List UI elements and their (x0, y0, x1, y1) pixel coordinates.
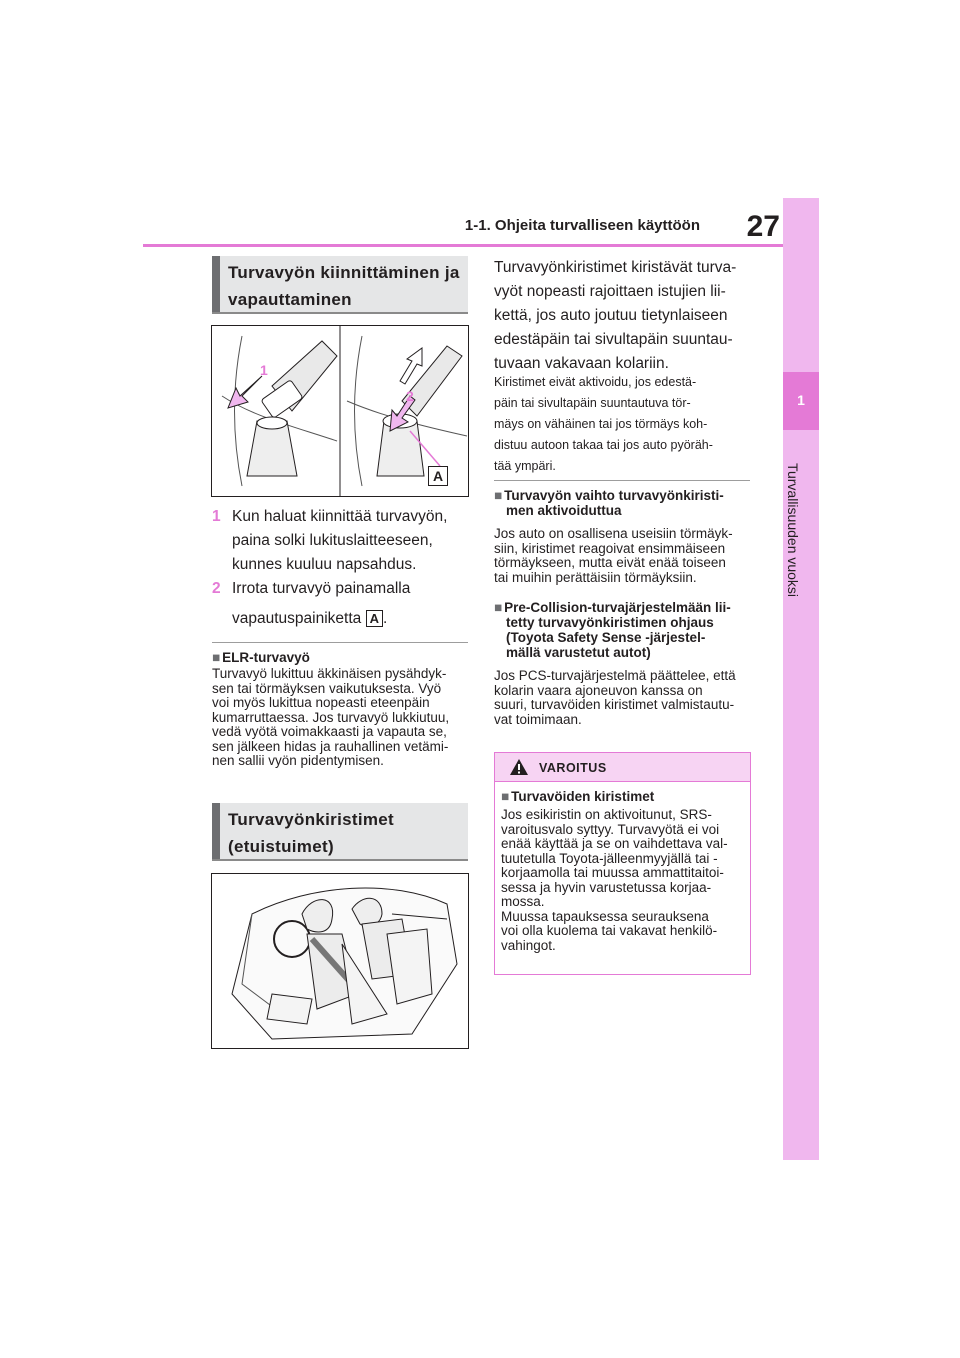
step-number: 1 (212, 508, 221, 525)
text-line: vyöt nopeasti rajoittaen istujien lii- (494, 283, 726, 300)
heading-line: men aktivoiduttua (506, 503, 622, 518)
pretensioner-note (494, 372, 756, 477)
step-line: Kun haluat kiinnittää turvavyön, (232, 508, 448, 525)
text-line: distuu autoon takaa tai jos auto pyöräh- (494, 438, 713, 452)
text-line: voi myös lukittua nopeasti eteenpäin (212, 695, 430, 710)
warning-box (494, 752, 751, 975)
text-line: vat toimimaan. (494, 711, 582, 727)
seatbelt-buckle-illustration (211, 325, 469, 497)
heading-line: Turvavyön kiinnittäminen ja (228, 263, 460, 282)
text-line: nen sallii vyön pidentymisen. (212, 753, 384, 768)
text-line: sen tai törmäyksen vaikutuksesta. Vyö (212, 680, 442, 696)
heading-bar (212, 803, 220, 859)
text-line: Jos PCS-turvajärjestelmä päättelee, että (494, 668, 736, 683)
car-interior-diagram (212, 874, 468, 1048)
text-line: tää ympäri. (494, 459, 556, 473)
text-line: kolarin vaara ajoneuvon kanssa on (494, 682, 703, 698)
text-line: Turvavyönkiristimet kiristävät turva- (494, 259, 737, 276)
heading-line: (Toyota Safety Sense -järjestel- (506, 630, 706, 645)
text-line: mäys on vähäinen tai jos törmäys koh- (494, 417, 708, 431)
heading-line: (etuistuimet) (228, 837, 334, 856)
step-line: kunnes kuuluu napsahdus. (232, 556, 417, 573)
warning-heading (501, 789, 746, 804)
pcs-paragraph (494, 669, 756, 727)
replace-paragraph (494, 527, 756, 585)
heading-bar (212, 256, 220, 312)
heading-line: vapauttaminen (228, 290, 352, 309)
step-line: vapautuspainiketta (232, 610, 366, 627)
text-line: vahingot. (501, 937, 556, 953)
square-bullet-icon: ■ (494, 488, 503, 503)
side-tab-label: Turvallisuuden vuoksi (785, 462, 801, 598)
warning-text (501, 808, 748, 953)
warning-triangle-icon (509, 758, 529, 776)
text-line: enää käyttää ja se on vaihdettava val- (501, 836, 728, 851)
warning-heading-text: Turvavöiden kiristimet (511, 789, 655, 804)
step-line: Irrota turvavyö painamalla (232, 580, 411, 597)
text-line: Muussa tapauksessa seurauksena (501, 908, 709, 924)
square-bullet-icon: ■ (501, 789, 510, 804)
divider (212, 642, 468, 643)
text-line: törmäykseen, mutta eivät enää toiseen (494, 555, 726, 570)
callout-a-inline: A (366, 610, 383, 627)
text-line: varoitusvalo syttyy. Turvavyötä ei voi (501, 821, 720, 837)
car-interior-pretensioner-illustration (211, 873, 469, 1049)
elr-heading-text: ELR-turvavyö (222, 650, 310, 665)
header-rule (143, 244, 783, 247)
text-line: suuri, turvavöiden kiristimet valmistautu- (494, 697, 735, 712)
heading-line: tetty turvavyönkiristimen ohjaus (506, 615, 714, 630)
callout-2: 2 (406, 388, 414, 404)
step-line: paina solki lukituslaitteeseen, (232, 532, 433, 549)
text-line: kettä, jos auto joutuu tietynlaiseen (494, 307, 728, 324)
heading-line: Pre-Collision-turvajärjestelmään lii- (504, 600, 731, 615)
pretensioner-intro (494, 256, 756, 376)
text-line: tuutetulla Toyota-jälleenmyyjällä tai - (501, 850, 718, 866)
warning-header (495, 753, 750, 782)
heading-line: Turvavyön vaihto turvavyönkiristi- (504, 488, 724, 503)
step-number: 2 (212, 580, 221, 597)
text-line: Turvavyö lukittuu äkkinäisen pysähdyk- (212, 666, 447, 681)
heading-line: Turvavyönkiristimet (228, 810, 394, 829)
text-line: kumarruttaessa. Jos turvavyö lukkiutuu, (212, 709, 450, 725)
text-line: voi olla kuolema tai vakavat henkilö- (501, 923, 718, 938)
replace-heading (494, 488, 756, 518)
divider (494, 480, 750, 481)
text-line: tuvaan vakavaan kolariin. (494, 355, 669, 372)
warning-title: VAROITUS (539, 761, 607, 775)
text-line: päin tai sivultapäin suuntautuva tör- (494, 396, 691, 410)
text-line: siin, kiristimet reagoivat ensimmäiseen (494, 540, 726, 556)
text-line: tai muihin perättäisiin törmäyksiin. (494, 569, 697, 585)
text-line: sessa ja hyvin varustetussa korjaa- (501, 879, 712, 895)
text-line: korjaamolla tai muussa ammattitaitoi- (501, 865, 724, 880)
callout-a: A (428, 466, 448, 486)
elr-paragraph (212, 667, 474, 769)
text-line: Kiristimet eivät aktivoidu, jos edestä- (494, 375, 697, 389)
square-bullet-icon: ■ (212, 650, 221, 665)
chapter-title: 1-1. Ohjeita turvalliseen käyttöön (464, 217, 700, 234)
page-number: 27 (746, 210, 780, 243)
side-tab-number: 1 (797, 392, 805, 408)
side-tab (783, 198, 819, 1160)
step-line-end: . (382, 610, 388, 627)
step-2 (212, 577, 474, 631)
text-line: vedä vyötä voimakkaasti ja vapauta se, (212, 724, 447, 739)
text-line: mossa. (501, 894, 545, 909)
text-line: sen jälkeen hidas ja rauhallinen vetämi- (212, 738, 449, 754)
text-line: Jos auto on osallisena useisiin törmäyk- (494, 526, 733, 541)
section-heading-seatbelt (212, 256, 468, 314)
callout-1: 1 (260, 362, 268, 378)
text-line: Jos esikiristin on aktivoitunut, SRS- (501, 807, 712, 822)
pcs-heading (494, 600, 756, 660)
heading-line: mällä varustetut autot) (506, 645, 651, 660)
section-heading-pretensioners (212, 803, 468, 861)
step-1 (212, 505, 474, 577)
square-bullet-icon: ■ (494, 600, 503, 615)
text-line: edestäpäin tai sivultapäin suuntau- (494, 331, 733, 348)
elr-heading (212, 650, 472, 665)
